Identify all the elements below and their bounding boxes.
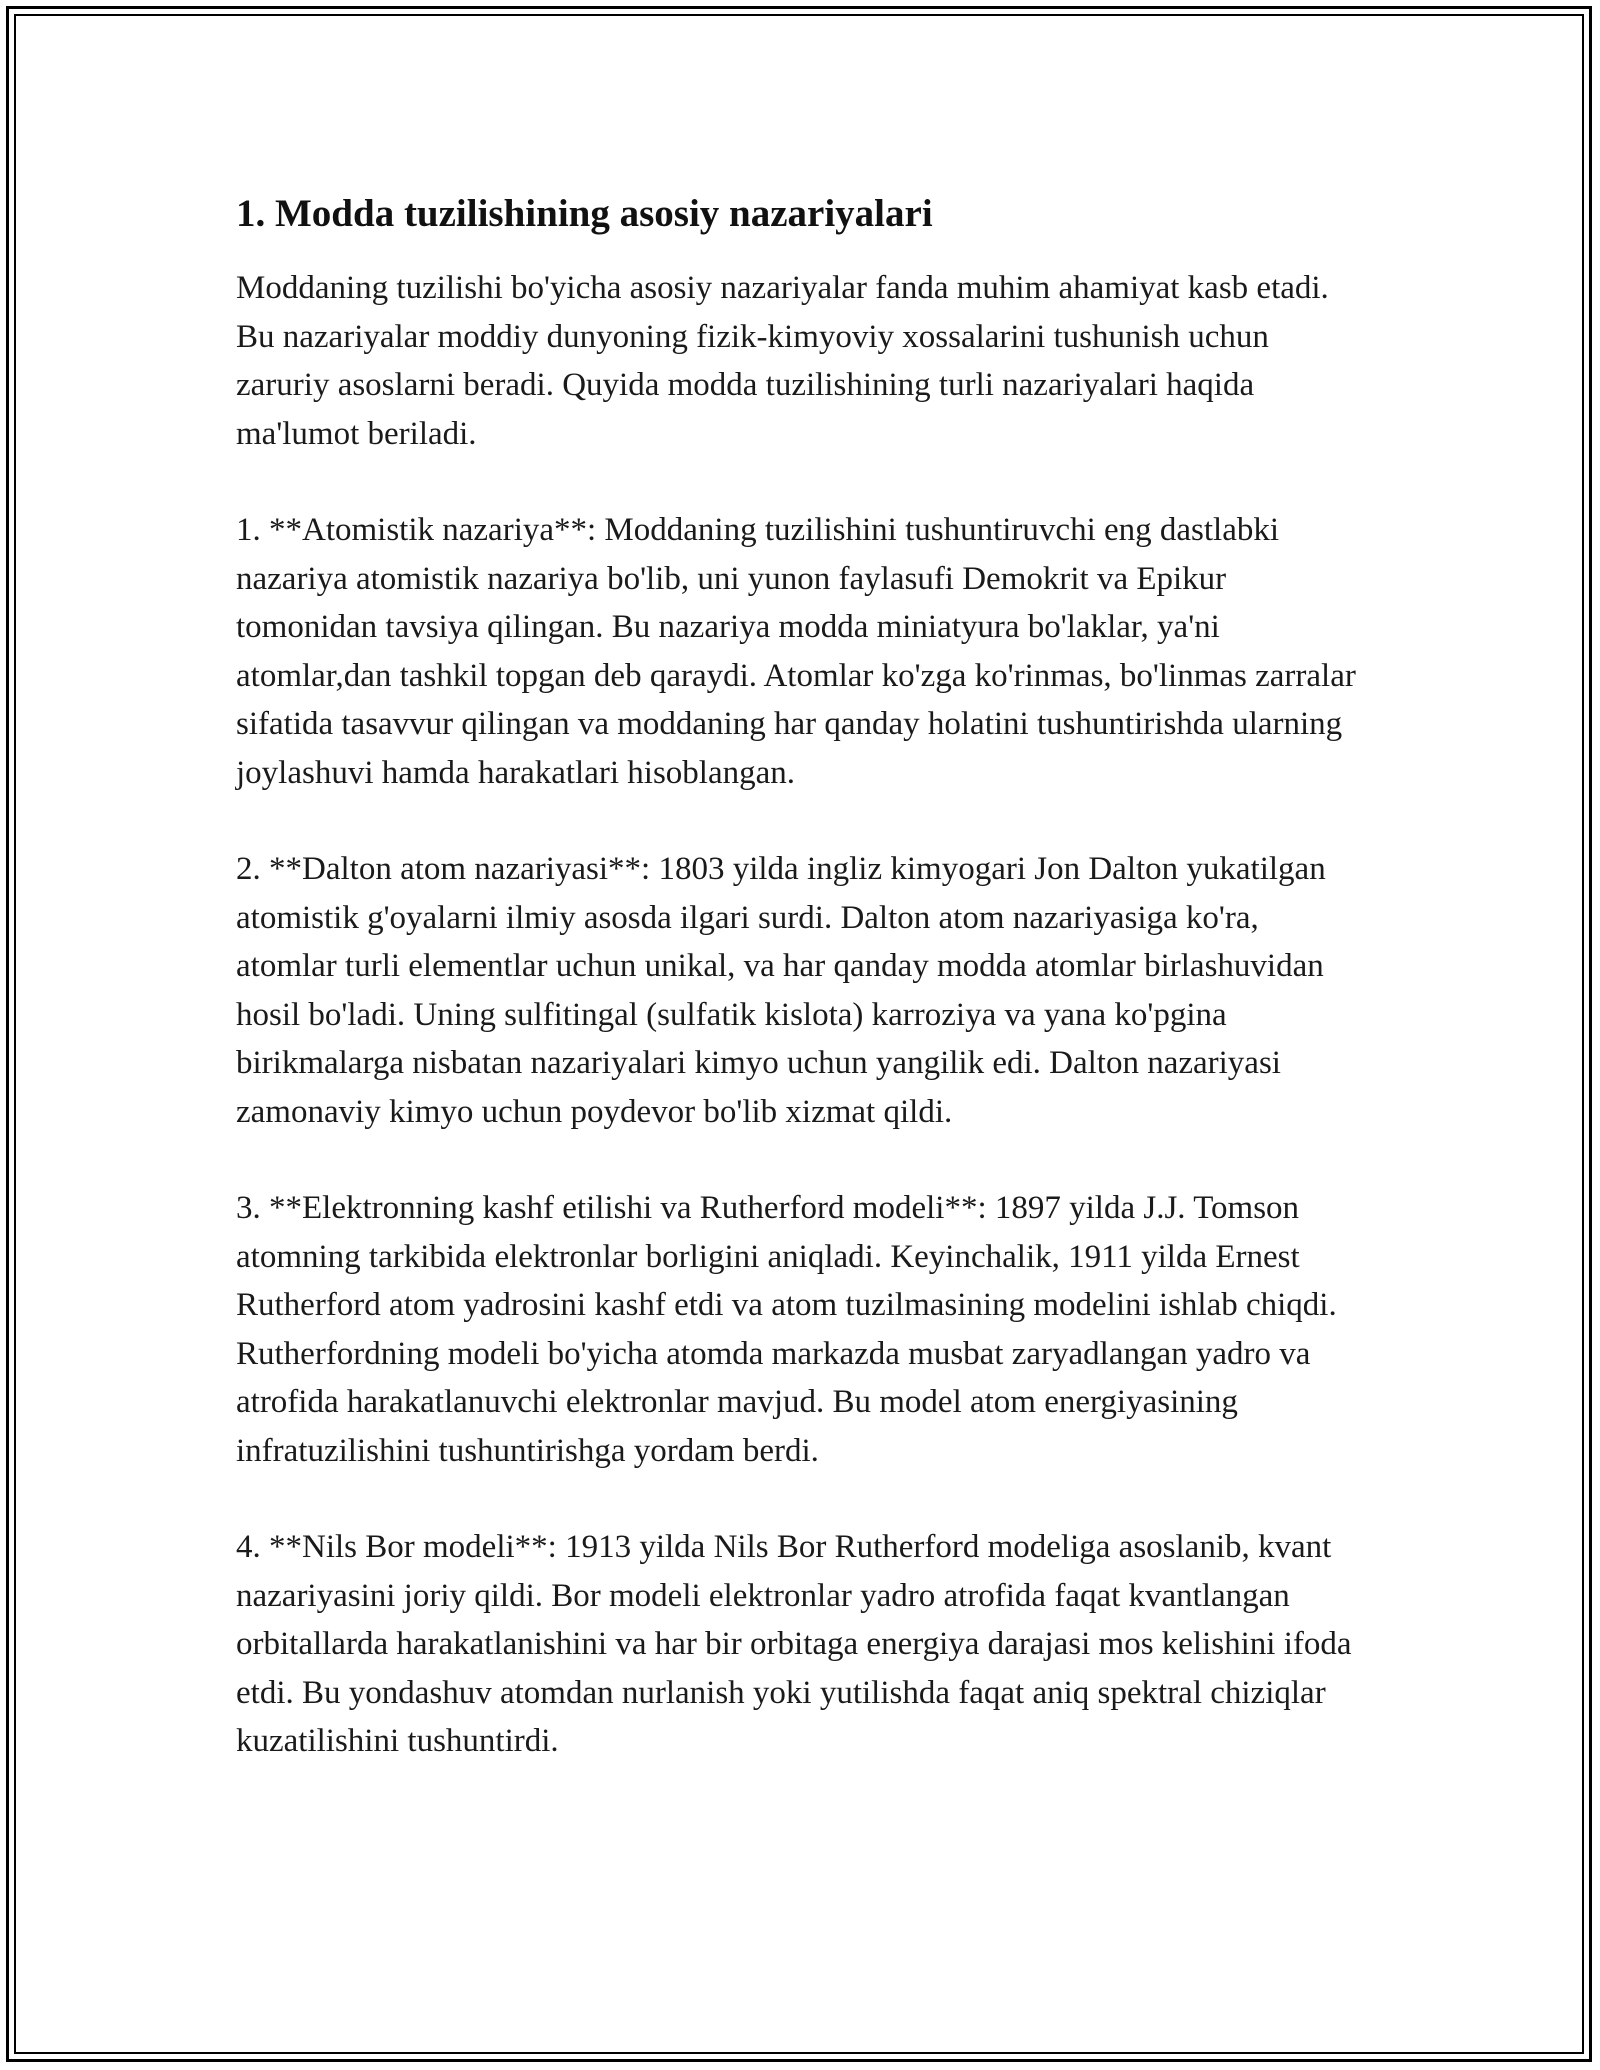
paragraph-dalton-atom-nazariyasi: 2. **Dalton atom nazariyasi**: 1803 yilda ingliz kimyogari Jon Dalton yukatilgan atomistik g'oyalarni ilmiy asosda ilgari surdi. Dalton atom nazariyasiga ko'ra, atomlar turli elementlar uchun unikal, va har qanday modda atomlar birlashuvidan hosil bo'ladi. Uning sulfitingal (sulfatik kislota) karroziya va yana ko'pgina birikmalarga nisbatan nazariyalari kimyo uchun yangilik edi. Dalton nazariyasi zamonaviy kimyo uchun poydevor bo'lib xizmat qildi. bbox=[236, 851, 1326, 1130]
paragraph-nils-bor-modeli: 4. **Nils Bor modeli**: 1913 yilda Nils Bor Rutherford modeliga asoslanib, kvant nazariyasini joriy qildi. Bor modeli elektronlar yadro atrofida faqat kvantlangan orbitallarda harakatlanishini va har bir orbitaga energiya darajasi mos kelishini ifoda etdi. Bu yondashuv atomdan nurlanish yoki yutilishda faqat aniq spektral chiziqlar kuzatilishini tushuntirdi. bbox=[236, 1529, 1352, 1759]
paragraph-atomistik-nazariya: 1. **Atomistik nazariya**: Moddaning tuzilishini tushuntiruvchi eng dastlabki nazariya atomistik nazariya bo'lib, uni yunon faylasufi Demokrit va Epikur tomonidan tavsiya qilingan. Bu nazariya modda miniatyura bo'laklar, ya'ni atomlar,dan tashkil topgan deb qaraydi. Atomlar ko'zga ko'rinmas, bo'linmas zarralar sifatida tasavvur qilingan va moddaning har qanday holatini tushuntirishda ularning joylashuvi hamda harakatlari hisoblangan. bbox=[236, 512, 1356, 791]
section-heading: 1. Modda tuzilishining asosiy nazariyalari bbox=[236, 192, 933, 235]
document-body bbox=[236, 186, 1366, 1814]
intro-paragraph: Moddaning tuzilishi bo'yicha asosiy nazariyalar fanda muhim ahamiyat kasb etadi. Bu nazariyalar moddiy dunyoning fizik-kimyoviy xossalarini tushunish uchun zaruriy asoslarni beradi. Quyida modda tuzilishining turli nazariyalari haqida ma'lumot beriladi. bbox=[236, 270, 1329, 452]
paragraph-rutherford-modeli: 3. **Elektronning kashf etilishi va Rutherford modeli**: 1897 yilda J.J. Tomson atomning tarkibida elektronlar borligini aniqladi. Keyinchalik, 1911 yilda Ernest Rutherford atom yadrosini kashf etdi va atom tuzilmasining modelini ishlab chiqdi. Rutherfordning modeli bo'yicha atomda markazda musbat zaryadlangan yadro va atrofida harakatlanuvchi elektronlar mavjud. Bu model atom energiyasining infratuzilishini tushuntirishga yordam berdi. bbox=[236, 1190, 1337, 1469]
